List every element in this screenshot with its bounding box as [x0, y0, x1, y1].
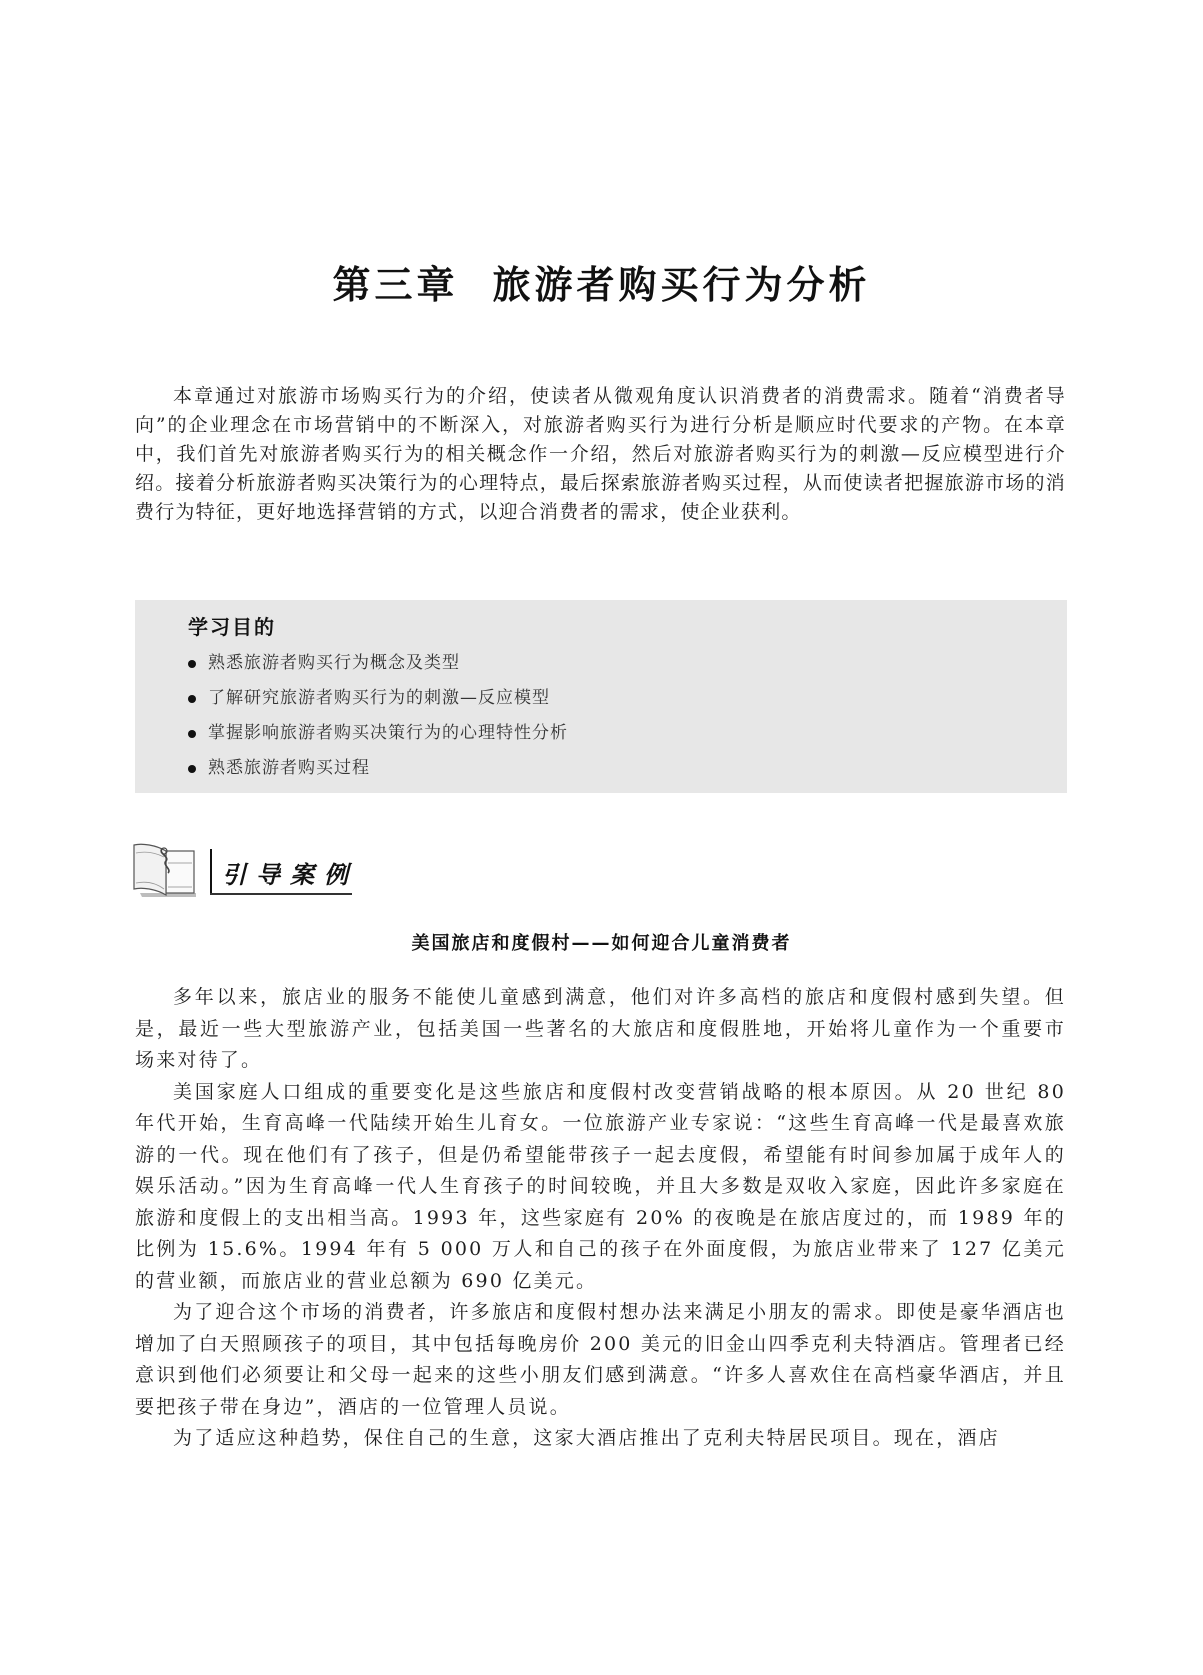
chapter-intro — [135, 382, 1066, 527]
case-title: 美国旅店和度假村——如何迎合儿童消费者 — [411, 933, 792, 954]
chapter-title — [0, 254, 1203, 309]
section-underline — [210, 893, 352, 895]
open-book-icon — [130, 843, 198, 899]
objective-text: 熟悉旅游者购买过程 — [208, 758, 370, 778]
intro-paragraph: 本章通过对旅游市场购买行为的介绍，使读者从微观角度认识消费者的消费需求。随着“消费者导向”的企业理念在市场营销中的不断深入，对旅游者购买行为进行分析是顺应时代要求的产物。在本章中，我们首先对旅游者购买行为的相关概念作一介绍，然后对旅游者购买行为的刺激—反应模型进行介绍。接着分析旅游者购买决策行为的心理特点，最后探索旅游者购买过程，从而使读者把握旅游市场的消费行为特征，更好地选择营销的方式，以迎合消费者的需求，使企业获利。 — [135, 385, 1066, 523]
bullet-icon — [188, 660, 196, 668]
objective-text: 了解研究旅游者购买行为的刺激—反应模型 — [208, 688, 550, 708]
chapter-number: 第三章 — [332, 263, 459, 307]
case-paragraph: 为了适应这种趋势，保住自己的生意，这家大酒店推出了克利夫特居民项目。现在，酒店 — [173, 1427, 1000, 1449]
bullet-icon — [188, 730, 196, 738]
chapter-title-text: 旅游者购买行为分析 — [492, 263, 871, 307]
objective-text: 熟悉旅游者购买行为概念及类型 — [208, 653, 460, 673]
learning-objectives-heading: 学习目的 — [188, 615, 276, 639]
objective-item — [188, 681, 1067, 716]
objective-item — [188, 646, 1067, 681]
bullet-icon — [188, 695, 196, 703]
case-paragraph: 多年以来，旅店业的服务不能使儿童感到满意，他们对许多高档的旅店和度假村感到失望。但是，最近一些大型旅游产业，包括美国一些著名的大旅店和度假胜地，开始将儿童作为一个重要市场来对待了。 — [135, 986, 1066, 1071]
bullet-icon — [188, 765, 196, 773]
objective-text: 掌握影响旅游者购买决策行为的心理特性分析 — [208, 723, 568, 743]
learning-objectives-box — [135, 600, 1067, 793]
learning-objectives-list — [188, 646, 1067, 786]
case-paragraph: 美国家庭人口组成的重要变化是这些旅店和度假村改变营销战略的根本原因。从 20 世纪 80 年代开始，生育高峰一代陆续开始生儿育女。一位旅游产业专家说：“这些生育高峰一代是最喜欢旅游的一代。现在他们有了孩子，但是仍希望能带孩子一起去度假，希望能有时间参加属于成年人的娱乐活动。”因为生育高峰一代人生育孩子的时间较晚，并且大多数是双收入家庭，因此许多家庭在旅游和度假上的支出相当高。1993 年，这些家庭有 20% 的夜晚是在旅店度过的，而 1989 年的比例为 15.6%。1994 年有 5 000 万人和自己的孩子在外面度假，为旅店业带来了 127 亿美元的营业额，而旅店业的营业总额为 690 亿美元。 — [135, 1080, 1066, 1292]
section-divider-bar — [210, 849, 212, 895]
objective-item — [188, 716, 1067, 751]
case-section-header — [130, 843, 370, 903]
objective-item — [188, 751, 1067, 786]
case-section-label: 引导案例 — [222, 860, 358, 889]
case-paragraph: 为了迎合这个市场的消费者，许多旅店和度假村想办法来满足小朋友的需求。即使是豪华酒店也增加了白天照顾孩子的项目，其中包括每晚房价 200 美元的旧金山四季克利夫特酒店。管理者已经意识到他们必须要让和父母一起来的这些小朋友们感到满意。“许多人喜欢住在高档豪华酒店，并且要把孩子带在身边”，酒店的一位管理人员说。 — [135, 1301, 1066, 1418]
case-body — [135, 982, 1066, 1455]
